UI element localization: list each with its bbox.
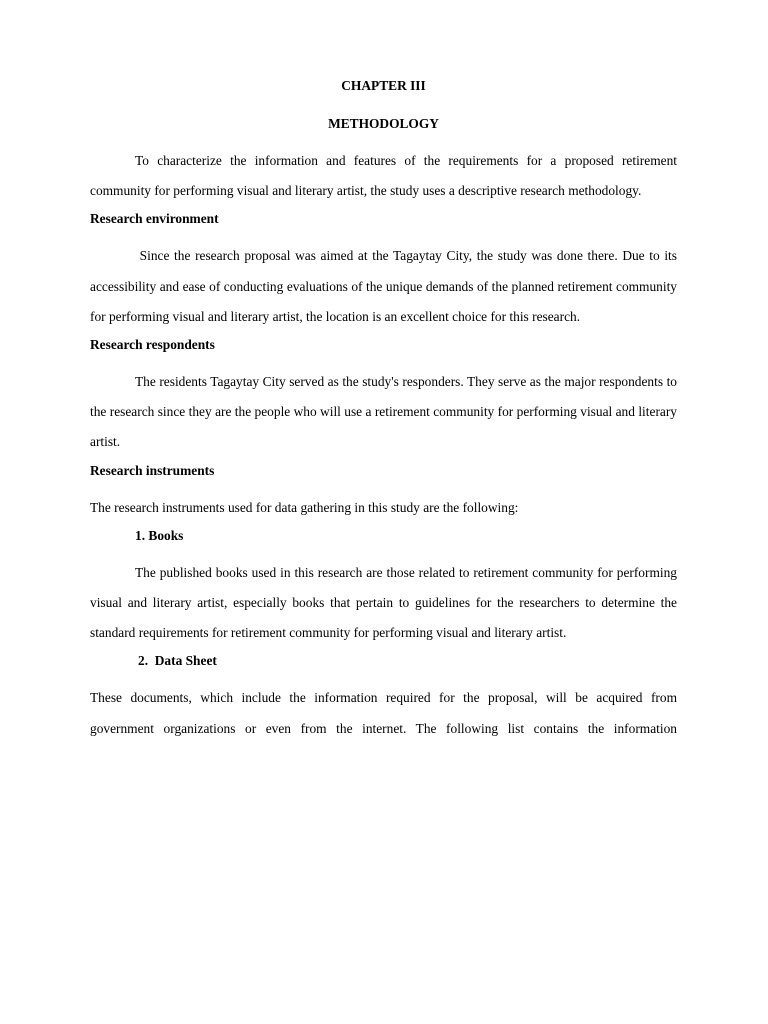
list-item-datasheet-label: 2. Data Sheet (138, 653, 217, 669)
list-item-books-label: 1. Books (135, 527, 184, 543)
respondents-heading: Research respondents (90, 337, 215, 353)
document-page (90, 76, 681, 744)
environment-heading: Research environment (90, 211, 219, 227)
instruments-heading: Research instruments (90, 462, 215, 478)
section-title: METHODOLOGY (328, 116, 439, 131)
intro-paragraph: To characterize the information and features of the requirements for a proposed retirement community for performing visual and literary artist, the study uses a descriptive research methodology. (90, 153, 677, 199)
respondents-paragraph: The residents Tagaytay City served as the study's responders. They serve as the major respondents to the research since they are the people who will use a retirement community for performing visual and literary artist. (90, 374, 677, 450)
instruments-intro: The research instruments used for data gathering in this study are the following: (90, 499, 519, 515)
list-item-books-text: The published books used in this research are those related to retirement community for performing visual and literary artist, especially books that pertain to guidelines for the researchers to determine the standard requirements for retirement community for performing visual and literary artist. (90, 564, 677, 641)
chapter-title: CHAPTER III (341, 78, 426, 93)
list-item-datasheet-text: These documents, which include the information required for the proposal, will be acquired from government organizations or even from the internet. The following list contains the information (90, 690, 677, 736)
environment-paragraph: Since the research proposal was aimed at the Tagaytay City, the study was done there. Due to its accessibility and ease of conducting evaluations of the unique demands of the planned retirement community for performing visual and literary artist, the location is an excellent choice for this research. (90, 248, 681, 324)
